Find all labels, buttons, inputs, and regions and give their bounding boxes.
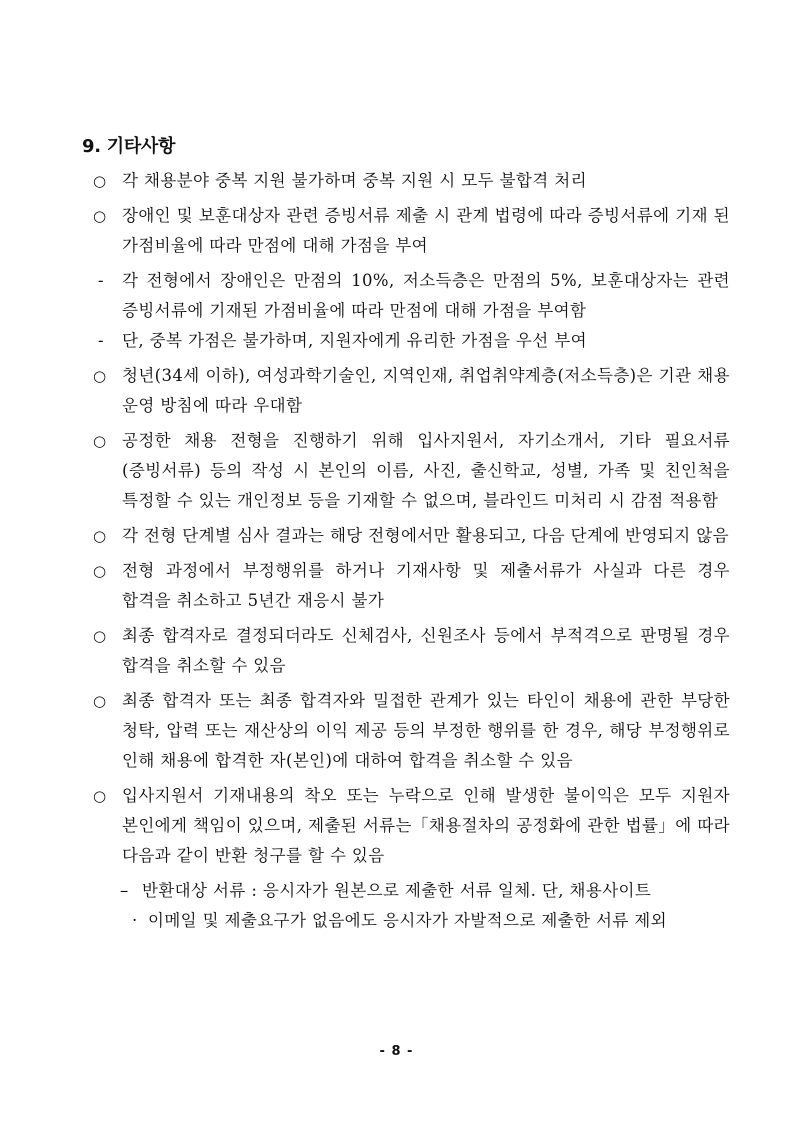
list-item — [90, 686, 730, 776]
dash-bullet-icon: - — [98, 331, 104, 350]
list-item — [90, 361, 730, 421]
item-text: 반환대상 서류 : 응시자가 원본으로 제출한 서류 일체. 단, 채용사이트 — [142, 881, 652, 900]
item-text: 단, 중복 가점은 불가하며, 지원자에게 유리한 가점을 우선 부여 — [122, 331, 587, 350]
list-item — [90, 201, 730, 261]
circle-bullet-icon: ○ — [93, 627, 107, 645]
item-text: 장애인 및 보훈대상자 관련 증빙서류 제출 시 관계 법령에 따라 증빙서류에 기재 된 가점비율에 따라 만점에 대해 가점을 부여 — [122, 206, 730, 255]
list-item — [90, 166, 730, 196]
circle-bullet-icon: ○ — [93, 172, 107, 190]
circle-bullet-icon: ○ — [93, 562, 107, 580]
item-text: 각 전형에서 장애인은 만점의 10%, 저소득층은 만점의 5%, 보훈대상자는 관련 증빙서류에 기재된 가점비율에 따라 만점에 대해 가점을 부여함 — [122, 271, 730, 320]
circle-bullet-icon: ○ — [93, 692, 107, 710]
item-text: 입사지원서 기재내용의 착오 또는 누락으로 인해 발생한 불이익은 모두 지원자 본인에게 책임이 있으며, 제출된 서류는「채용절차의 공정화에 관한 법률」에 따라 다음과 같이 반환 청구를 할 수 있음 — [122, 786, 730, 865]
section-content — [90, 166, 730, 936]
item-text: 이메일 및 제출요구가 없음에도 응시자가 자발적으로 제출한 서류 제외 — [148, 911, 667, 930]
circle-bullet-icon: ○ — [93, 367, 107, 385]
item-text: 최종 합격자로 결정되더라도 신체검사, 신원조사 등에서 부적격으로 판명될 경우 합격을 취소할 수 있음 — [122, 626, 730, 675]
page-number: - 8 - — [379, 1044, 414, 1059]
list-item — [90, 521, 730, 551]
circle-bullet-icon: ○ — [93, 432, 107, 450]
section-title: 9. 기타사항 — [82, 136, 176, 157]
dash-bullet-icon: – — [120, 881, 129, 900]
circle-bullet-icon: ○ — [93, 527, 107, 545]
list-item — [90, 266, 730, 326]
item-text: 각 전형 단계별 심사 결과는 해당 전형에서만 활용되고, 다음 단계에 반영되지 않음 — [122, 526, 729, 545]
circle-bullet-icon: ○ — [93, 787, 107, 805]
item-text: 최종 합격자 또는 최종 합격자와 밀접한 관계가 있는 타인이 채용에 관한 부당한 청탁, 압력 또는 재산상의 이익 제공 등의 부정한 행위를 한 경우, 해당 부정행위로 인해 채용에 합격한 자(본인)에 대하여 합격을 취소할 수 있음 — [122, 691, 730, 770]
dot-bullet-icon: · — [132, 911, 138, 930]
list-item — [90, 906, 730, 936]
dash-bullet-icon: - — [98, 271, 104, 290]
item-text: 청년(34세 이하), 여성과학기술인, 지역인재, 취업취약계층(저소득층)은 기관 채용 운영 방침에 따라 우대함 — [122, 366, 730, 415]
list-item — [90, 556, 730, 616]
item-text: 공정한 채용 전형을 진행하기 위해 입사지원서, 자기소개서, 기타 필요서류(증빙서류) 등의 작성 시 본인의 이름, 사진, 출신학교, 성별, 가족 및 친인척을 특정할 수 있는 개인정보 등을 기재할 수 없으며, 블라인드 미처리 시 감점 적용함 — [122, 431, 730, 510]
list-item — [90, 621, 730, 681]
list-item — [90, 326, 730, 356]
item-text: 각 채용분야 중복 지원 불가하며 중복 지원 시 모두 불합격 처리 — [122, 171, 587, 190]
item-text: 전형 과정에서 부정행위를 하거나 기재사항 및 제출서류가 사실과 다른 경우 합격을 취소하고 5년간 재응시 불가 — [122, 561, 730, 610]
list-item — [90, 781, 730, 871]
list-item — [90, 876, 730, 906]
list-item — [90, 426, 730, 516]
circle-bullet-icon: ○ — [93, 207, 107, 225]
